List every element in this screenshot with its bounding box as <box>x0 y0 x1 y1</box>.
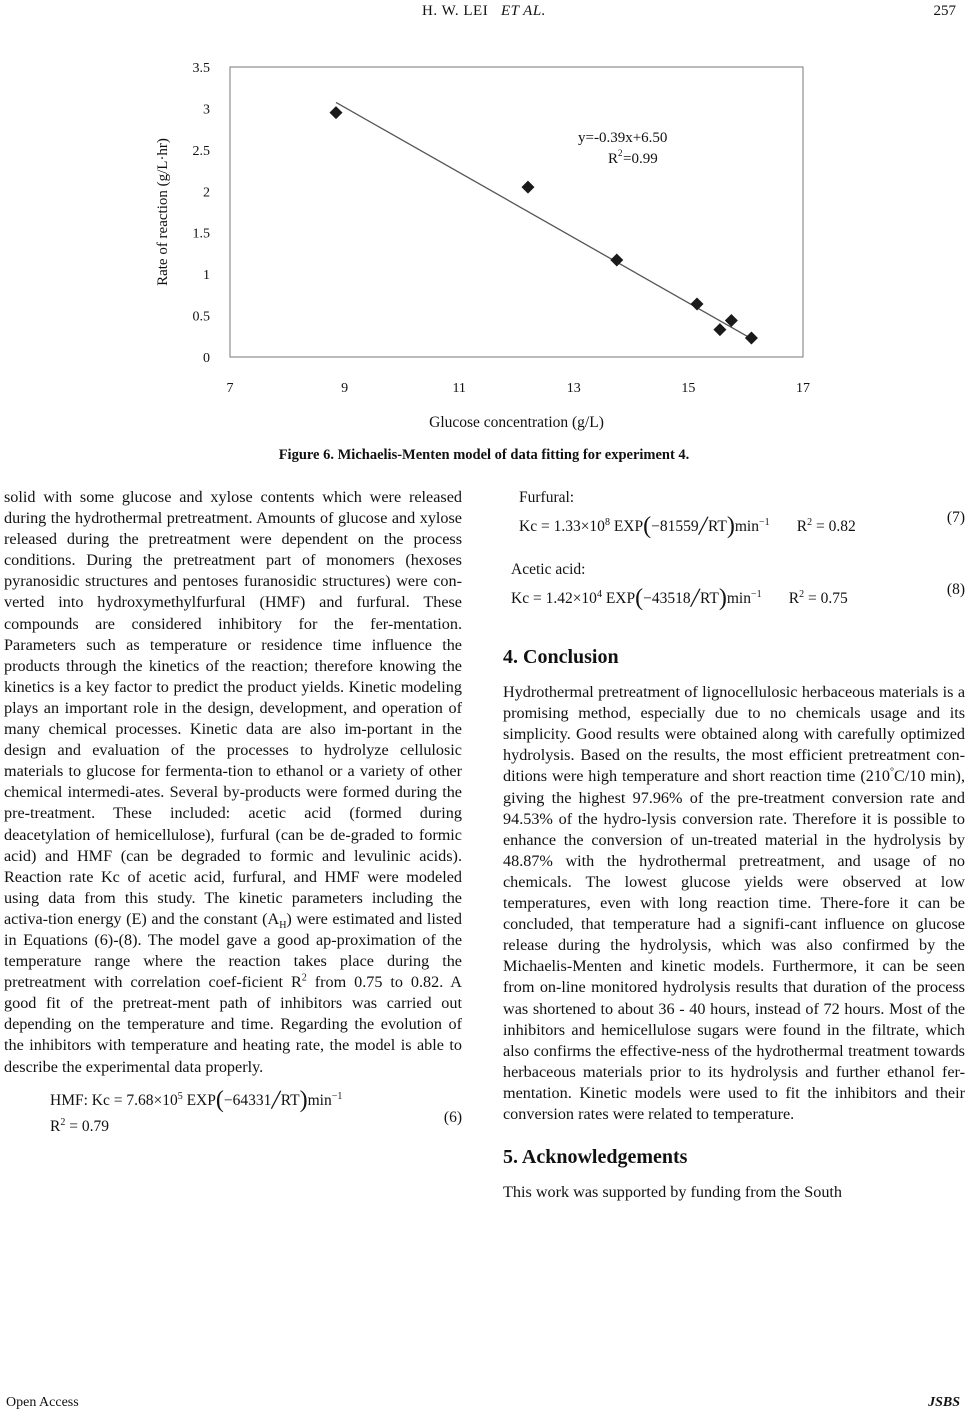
conclusion-paragraph <box>503 682 965 1125</box>
r-squared-value: =0.99 <box>623 151 658 167</box>
equation-7-label: Furfural: <box>519 489 575 506</box>
superscript-2: 2 <box>301 972 307 984</box>
eq7-mid: EXP <box>609 518 644 536</box>
trendline-equation: y=-0.39x+6.50 <box>578 130 668 146</box>
eq6-r2-exp: 2 <box>60 1116 66 1128</box>
figure-caption: Figure 6. Michaelis-Menten model of data fitting for experiment 4. <box>278 447 690 463</box>
y-tick-label: 1.5 <box>192 226 210 242</box>
left-column <box>4 487 462 1146</box>
y-tick-label: 3.5 <box>192 61 210 76</box>
eq6-prefix: HMF: Kc = 7.68×10 <box>50 1091 178 1109</box>
acknowledgements-paragraph: This work was supported by funding from the South <box>503 1183 843 1202</box>
eq8-inner: −43518 <box>643 590 691 608</box>
equation-8 <box>503 559 965 625</box>
x-tick-label: 17 <box>796 381 810 396</box>
chart-plot-area <box>155 61 810 431</box>
x-tick-label: 11 <box>452 381 466 396</box>
eq8-unit: min <box>726 590 751 608</box>
data-point <box>690 297 703 310</box>
body-paragraph <box>4 487 462 1078</box>
equation-7-line <box>503 513 965 540</box>
figure-6-chart <box>140 55 840 440</box>
eq7-inner: −81559 <box>651 518 699 536</box>
eq6-open-paren: ( <box>215 1086 224 1113</box>
eq7-prefix: Kc = 1.33×10 <box>519 518 605 536</box>
eq8-close-paren: ) <box>718 585 727 612</box>
chart-plot-border <box>230 67 803 357</box>
eq8-exp: 4 <box>596 588 602 600</box>
header-authors-etal: ET AL. <box>500 3 546 19</box>
eq8-mid: EXP <box>601 590 636 608</box>
eq8-r2: R <box>788 590 800 608</box>
footer-journal: JSBS <box>928 1395 960 1410</box>
eq7-rt: RT <box>707 518 727 536</box>
x-axis-label: Glucose concentration (g/L) <box>429 414 604 431</box>
eq7-unit-exp: −1 <box>758 516 770 528</box>
y-tick-label: 1 <box>203 268 210 284</box>
eq6-slash: ╱ <box>271 1091 281 1109</box>
paragraph-text-1: solid with some glucose and xylose contents which were released during the hydrothermal pretreatment. Amounts of glucose and xylose released during the pretreatment were dependent on the process conditions. During the pretreatment part of monomers (hexoses pyranosidic structures and pentoses furanosidic structures) were con-verted into hydroxymethylfurfural (HMF) and furfural. These compounds are considered inhibitory for the fer-mentation. Parameters such as temperature or residence time influence the products through the kinetics of the reaction; therefore knowing the kinetics is a key factor to predict the product yields. Kinetic modeling plays an important role in the design, development, and operation of many chemical processes. Kinetic data are also im-portant in the design and evaluation of the processes to hydrolyze cellulosic materials to glucose for fermenta-tion to ethanol or a variety of other chemical intermedi-ates. Several by-products were formed during the pre-treatment. These included: acetic acid (formed during deacetylation of hemicellulose), furfural (can be de-graded to formic acid) and HMF (can be degraded to formic and levulinic acids). Reaction rate Kc of acetic acid, furfural, and HMF were modeled using data from this study. The kinetic parameters including the activa-tion energy (E) and the constant (A <box>4 488 462 928</box>
x-tick-label: 9 <box>341 381 349 396</box>
equation-7 <box>503 487 965 549</box>
eq7-r2: R <box>796 518 808 536</box>
equation-6-line-2 <box>4 1116 462 1137</box>
data-point <box>521 181 534 194</box>
eq8-open-paren: ( <box>635 585 644 612</box>
equation-8-label: Acetic acid: <box>511 561 586 578</box>
acknowledgements-heading: 5. Acknowledgements <box>503 1146 688 1169</box>
x-tick-label: 13 <box>566 381 581 396</box>
eq7-open-paren: ( <box>643 513 652 540</box>
eq8-unit-exp: −1 <box>750 588 762 600</box>
eq6-unit-exp: −1 <box>331 1090 343 1102</box>
paragraph-text-3: from 0.75 to 0.82. A good fit of the pretreat-ment path of inhibitors was carried out depending on the temperature and time. Regarding the evolution of the inhibitors with temperature and heating rate, the model is able to describe the experimental data properly. <box>4 973 462 1076</box>
running-header <box>0 3 968 27</box>
eq8-rt: RT <box>699 590 719 608</box>
eq6-inner: −64331 <box>223 1091 272 1109</box>
eq6-unit: min <box>307 1091 332 1109</box>
x-tick-label: 7 <box>226 381 234 396</box>
y-tick-label: 2 <box>203 185 210 201</box>
eq7-exp: 8 <box>604 516 610 528</box>
footer-open-access: Open Access <box>6 1395 79 1410</box>
eq8-slash: ╱ <box>690 590 700 608</box>
equation-8-number: (8) <box>946 581 965 598</box>
data-point <box>745 331 758 344</box>
r-squared-label: R <box>608 151 619 167</box>
y-tick-label: 0.5 <box>192 309 210 325</box>
equation-8-line <box>503 585 965 612</box>
eq6-r2: R <box>50 1117 61 1135</box>
eq6-exp: 5 <box>177 1090 183 1102</box>
equation-7-number: (7) <box>946 509 965 526</box>
eq7-r2-exp: 2 <box>807 516 813 528</box>
conclusion-heading: 4. Conclusion <box>503 646 619 668</box>
eq7-close-paren: ) <box>726 513 735 540</box>
eq7-r2-val: = 0.82 <box>812 518 856 536</box>
paragraph-text-2: ) were estimated and listed in Equations (6)-(8). The model gave a good ap-proximation of the temperature range where the reaction takes place during the pretreatment with correlation coef-ficient R <box>4 909 462 992</box>
x-tick-label: 15 <box>681 381 696 396</box>
degree-symbol: ° <box>890 767 894 779</box>
equation-6 <box>4 1086 462 1146</box>
trendline <box>336 102 751 338</box>
right-column <box>503 487 965 1203</box>
equation-6-number: (6) <box>443 1108 462 1126</box>
page-number: 257 <box>933 3 956 19</box>
eq6-r2-val: = 0.79 <box>65 1117 109 1135</box>
eq8-prefix: Kc = 1.42×10 <box>511 590 597 608</box>
header-authors <box>0 3 968 20</box>
subscript-h: H <box>279 920 287 932</box>
eq7-slash: ╱ <box>698 518 708 536</box>
eq6-rt: RT <box>280 1091 300 1109</box>
eq7-unit: min <box>734 518 759 536</box>
eq6-mid: EXP <box>182 1091 216 1109</box>
conclusion-text-1: Hydrothermal pretreatment of lignocellulosic herbaceous materials is a promising method, especially due to no chemicals usage and its simplicity. Good results were obtained along with carefully optimized hydrolysis. Based on the results, the most efficient pretreatment con-ditions were high temperature and short reaction time (210 <box>503 683 965 786</box>
y-tick-label: 2.5 <box>192 143 210 159</box>
eq8-r2-val: = 0.75 <box>804 590 848 608</box>
header-authors-main: H. W. LEI <box>422 3 489 19</box>
y-tick-label: 0 <box>203 351 210 366</box>
y-axis-label: Rate of reaction (g/L·hr) <box>155 138 171 286</box>
equation-6-line-1 <box>4 1086 462 1113</box>
conclusion-text-2: C/10 min), giving the highest 97.96% of the pre-treatment conversion rate and 94.53% of the hydro-lysis conversion rate. Therefore it is possible to enhance the conversion of un-treated material in the hydrolysis by 48.87% with the hydrothermal pretreatment, and usage of no chemicals. The lowest glucose yields were observed at low temperatures, even with long reaction time. There-fore it can be concluded, that temperature had a signifi-cant influence on glucose release during the hydrolysis, which was also confirmed by the Michaelis-Menten and kinetic models. Furthermore, it can be seen from on-line monitored hydrolysis results that duration of the process was shortened to about 36 - 40 hours, instead of 72 hours. Most of the inhibitors and hemicellulose sugars were found in the filtrate, which also confirms the effective-ness of the hydrothermal treatment towards herbaceous materials prior to its hydrolysis and further ethanol fer-mentation. Kinetic models were used to fit the inhibitors and their conversion rates were related to temperature. <box>503 767 965 1123</box>
data-point <box>713 323 726 336</box>
eq8-r2-exp: 2 <box>799 588 805 600</box>
y-tick-label: 3 <box>203 102 210 118</box>
r-squared-superscript: 2 <box>618 148 623 158</box>
data-point <box>330 106 343 119</box>
eq6-close-paren: ) <box>299 1086 308 1113</box>
